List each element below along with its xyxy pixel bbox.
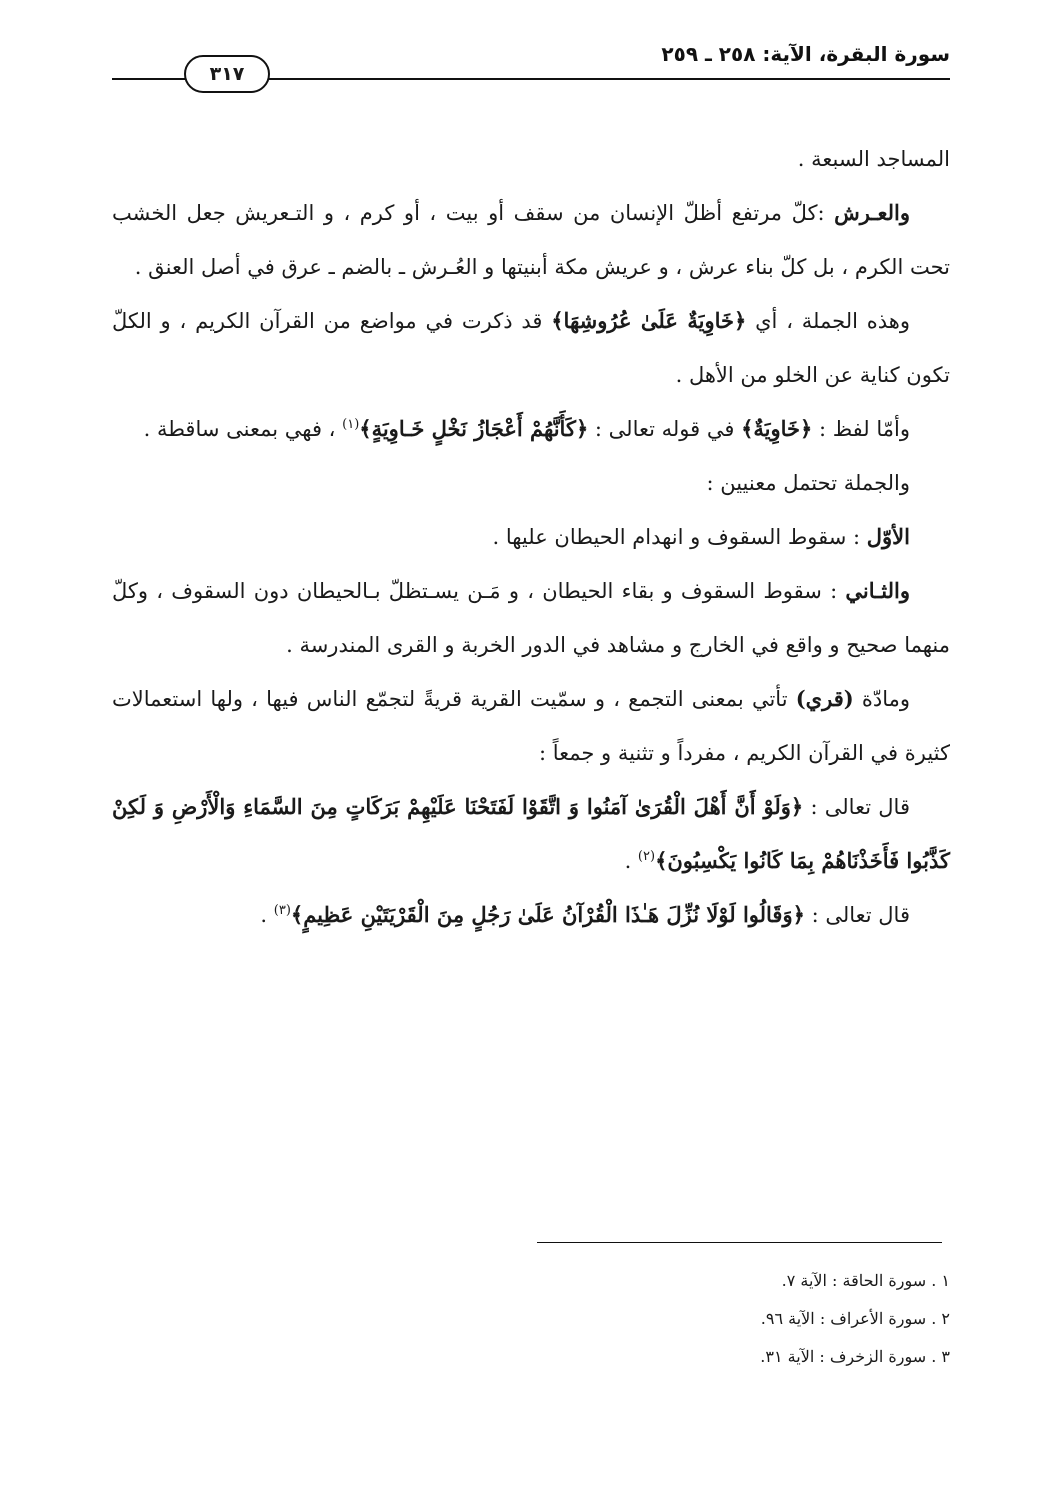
- footnote-ref[interactable]: (٣): [273, 903, 291, 918]
- quran-quote: ﴿كَأَنَّهُمْ أَعْجَازُ نَخْلٍ خَـاوِيَةٍ﴾: [359, 416, 589, 441]
- paragraph-8: [112, 672, 950, 780]
- paragraph-3-after: قد ذكرت في مواضع من القرآن الكريم ، و الكلّ تكون كناية عن الخلو من الأهل .: [112, 309, 950, 387]
- paragraph-10-before: قال تعالى :: [804, 903, 910, 927]
- running-header: [112, 38, 950, 90]
- paragraph-2: [112, 186, 950, 294]
- paragraph-4: [112, 402, 950, 456]
- paragraph-9-after: .: [624, 849, 638, 873]
- paragraph-2-text: :كلّ مرتفع أظلّ الإنسان من سقف أو بيت ، أو كرم ، و التـعريش جعل الخشب تحت الكرم ، بل كلّ بناء عرش ، و عريش مكة أبنيتها و العُـرش ـ بالضم ـ عرق في أصل العنق .: [112, 201, 950, 279]
- paragraph-4-middle: في قوله تعالى :: [588, 417, 742, 441]
- paragraph-9-before: قال تعالى :: [803, 795, 910, 819]
- paragraph-7-text: : سقوط السقوف و بقاء الحيطان ، و مَـن يسـتظلّ بـالحيطان دون السقوف ، وكلّ منهما صحيح و واقع في الخارج و مشاهد في الدور الخربة و القرى المندرسة .: [112, 579, 950, 657]
- footnote-rule: [537, 1242, 942, 1243]
- header-title: سورة البقرة، الآية: ٢٥٨ ـ ٢٥٩: [661, 42, 950, 66]
- paragraph-3-before: وهذه الجملة ، أي: [746, 309, 910, 333]
- paragraph-3: [112, 294, 950, 402]
- paragraph-6: [112, 510, 950, 564]
- term-first: الأوّل: [866, 524, 910, 549]
- paragraph-5: والجملة تحتمل معنيين :: [706, 471, 910, 495]
- paragraph-10: [112, 888, 950, 942]
- paragraph-1: المساجد السبعة .: [797, 147, 950, 171]
- footnote-item: ٢ . سورة الأعراف : الآية ٩٦.: [760, 1309, 950, 1328]
- paragraph-6-text: : سقوط السقوف و انهدام الحيطان عليها .: [492, 525, 867, 549]
- paragraph-7: [112, 564, 950, 672]
- paragraph-10-after: .: [260, 903, 274, 927]
- paragraph-8-after: تأتي بمعنى التجمع ، و سمّيت القرية قريةً لتجمّع الناس فيها ، ولها استعمالات كثيرة في القرآن الكريم ، مفرداً و تثنية و جمعاً :: [112, 687, 950, 765]
- footnote-ref[interactable]: (٢): [637, 849, 656, 864]
- term-second: والثـاني: [845, 578, 910, 603]
- footnotes: [112, 1262, 950, 1376]
- paragraph-4-before: وأمّا لفظ :: [812, 417, 910, 441]
- quran-quote: ﴿وَلَوْ أَنَّ أَهْلَ الْقُرَىٰ آمَنُوا وَ اتَّقَوْا لَفَتَحْنَا عَلَيْهِمْ بَرَكَاتٍ مِنَ السَّمَاءِ وَالْأَرْضِ وَ لَكِنْ كَذَّبُوا فَأَخَذْنَاهُمْ بِمَا كَانُوا يَكْسِبُونَ﴾: [112, 794, 950, 873]
- paragraph-9: [112, 780, 950, 888]
- footnote-item: ١ . سورة الحاقة : الآية ٧.: [781, 1271, 950, 1290]
- quran-word: ﴿خَاوِيَةٌ﴾: [741, 416, 813, 441]
- term-qry: (قري): [795, 686, 854, 711]
- footnote-ref[interactable]: (١): [342, 417, 360, 432]
- paragraph-8-before: ومادّة: [853, 687, 910, 711]
- paragraph-4-after: ، فهي بمعنى ساقطة .: [143, 417, 343, 441]
- term-arsh: والعـرش: [834, 200, 910, 225]
- body-text: [112, 132, 950, 942]
- quran-quote: ﴿وَقَالُوا لَوْلَا نُزِّلَ هَـٰذَا الْقُرْآنُ عَلَىٰ رَجُلٍ مِنَ الْقَرْيَتَيْنِ عَظِيمٍ﴾: [290, 902, 805, 927]
- footnote-item: ٣ . سورة الزخرف : الآية ٣١.: [760, 1347, 950, 1366]
- page-number: ٣١٧: [184, 55, 270, 93]
- quran-quote: ﴿خَاوِيَةٌ عَلَىٰ عُرُوشِهَا﴾: [551, 308, 747, 333]
